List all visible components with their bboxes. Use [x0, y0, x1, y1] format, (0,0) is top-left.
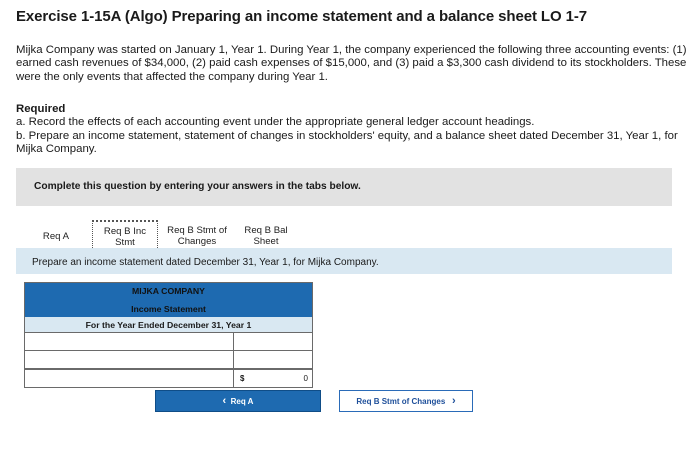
- account-dropdown[interactable]: [25, 351, 234, 368]
- currency-symbol: $: [240, 374, 245, 383]
- table-row: [25, 351, 312, 369]
- chevron-right-icon: ›: [451, 395, 456, 407]
- required-heading: Required: [16, 103, 66, 115]
- prompt-bar: Prepare an income statement dated December 31, Year 1, for Mijka Company.: [16, 248, 672, 274]
- chevron-left-icon: ‹: [222, 395, 227, 407]
- next-tab-label: Req B Stmt of Changes: [356, 396, 446, 406]
- next-tab-button[interactable]: [339, 390, 473, 412]
- statement-company-row: [25, 283, 312, 301]
- statement-period: For the Year Ended December 31, Year 1: [85, 320, 252, 330]
- tab-label: Req A: [42, 230, 70, 242]
- prev-tab-button[interactable]: [155, 390, 321, 412]
- total-row: [25, 369, 312, 387]
- required-item-a: a. Record the effects of each accounting event under the appropriate general ledger account headings.: [16, 116, 535, 129]
- tab-label: Req B Stmt of Changes: [167, 225, 227, 247]
- tab-label: Req B Inc Stmt: [103, 226, 147, 248]
- total-amount: 0: [303, 374, 308, 383]
- income-statement-table: [24, 282, 313, 388]
- required-item-b: b. Prepare an income statement, statement of changes in stockholders' equity, and a balance sheet dated December 31, Year 1, for Mijka Company.: [16, 129, 678, 156]
- panel-instruction: Complete this question by entering your answers in the tabs below.: [16, 168, 672, 206]
- total-value: [234, 369, 312, 387]
- required-section: [16, 103, 696, 157]
- amount-input[interactable]: [234, 351, 312, 368]
- amount-input[interactable]: [234, 333, 312, 350]
- total-label-input[interactable]: [25, 369, 234, 387]
- statement-company: MIJKA COMPANY: [132, 286, 205, 296]
- statement-name: Income Statement: [131, 304, 206, 314]
- account-dropdown[interactable]: [25, 333, 234, 350]
- tab-label: Req B Bal Sheet: [244, 225, 288, 247]
- table-row: [25, 333, 312, 351]
- prev-tab-label: Req A: [230, 396, 254, 406]
- statement-name-row: [25, 301, 312, 317]
- statement-period-row: [25, 317, 312, 333]
- page-title: Exercise 1-15A (Algo) Preparing an income statement and a balance sheet LO 1-7: [16, 8, 588, 25]
- problem-description: Mijka Company was started on January 1, Year 1. During Year 1, the company experienced the following three accounting events: (1) earned cash revenues of $34,000, (2) paid cash expenses of $15,000, and (3) paid a $3,300 cash dividend to its stockholders. These were the only events that affected the company during Year 1.: [16, 44, 687, 83]
